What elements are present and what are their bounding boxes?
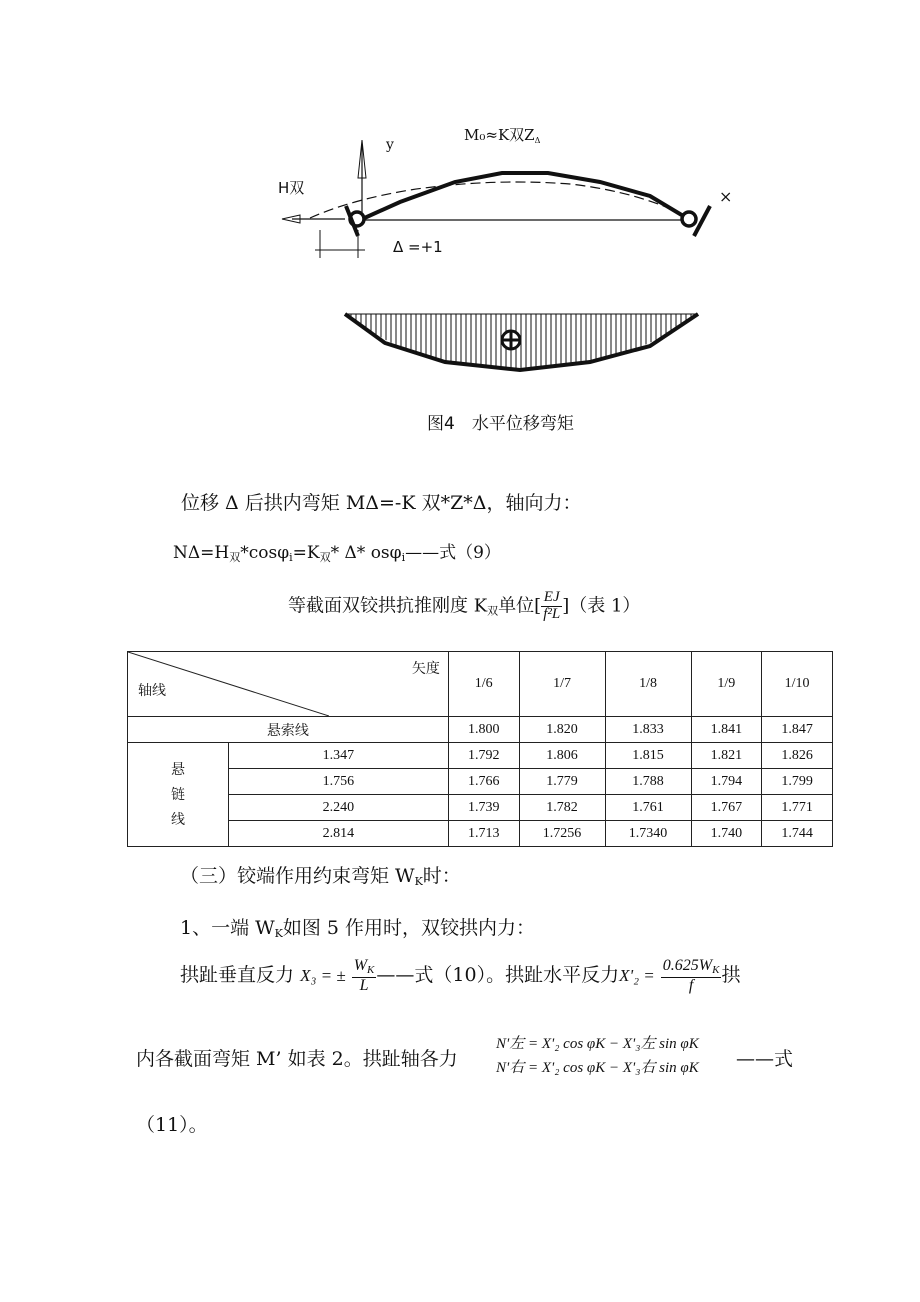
table-cell: 1.779 <box>519 769 605 795</box>
m-cell: 1.347 <box>229 743 449 769</box>
moment-area <box>345 314 698 368</box>
figure-caption: 图4 水平位移弯矩 <box>427 414 574 434</box>
table-cell: 1.713 <box>448 821 519 847</box>
table-cell: 1.833 <box>605 717 691 743</box>
m-cell: 2.814 <box>229 821 449 847</box>
x-axis-label: × <box>719 187 733 206</box>
corner-cell <box>128 652 449 717</box>
catenary-label: 悬索线 <box>128 717 449 743</box>
deformed-arch <box>310 182 690 218</box>
equation-left: N'左 = X'₂ cos φK − X'₃左 sin φK <box>496 1036 699 1052</box>
table-title: 等截面双铰拱抗推刚度 $K_双$单位[ $\frac{EJ}{\text{f²L}}$ ]（表 1） <box>288 589 641 622</box>
paragraph-axial-forces: 内各截面弯矩 M’ 如表 2。拱趾轴各力 <box>136 1048 458 1070</box>
table-cell: 1.766 <box>448 769 519 795</box>
table-cell: 1.826 <box>762 743 833 769</box>
table-row <box>128 821 833 847</box>
m-cell: 2.240 <box>229 795 449 821</box>
table-cell: 1.7340 <box>605 821 691 847</box>
table-cell: 1.799 <box>762 769 833 795</box>
table-row <box>128 717 833 743</box>
table-cell: 1.788 <box>605 769 691 795</box>
table-cell: 1.771 <box>762 795 833 821</box>
corner-top-label: 矢度 <box>411 660 440 676</box>
table-cell: 1.7256 <box>519 821 605 847</box>
arch-diagram <box>270 118 740 378</box>
table-row <box>128 795 833 821</box>
col-header: 1/8 <box>605 652 691 717</box>
table-cell: 1.800 <box>448 717 519 743</box>
table-row <box>128 743 833 769</box>
table-cell: 1.841 <box>691 717 762 743</box>
table-row <box>128 769 833 795</box>
delta-label: Δ =+1 <box>393 238 443 256</box>
table-cell: 1.767 <box>691 795 762 821</box>
table-cell: 1.761 <box>605 795 691 821</box>
table-cell: 1.739 <box>448 795 519 821</box>
col-header: 1/7 <box>519 652 605 717</box>
table-cell: 1.806 <box>519 743 605 769</box>
table-cell: 1.794 <box>691 769 762 795</box>
col-header: 1/10 <box>762 652 833 717</box>
paragraph-moment: 位移 Δ 后拱内弯矩 MΔ=-K 双*Z*Δ，轴向力： <box>181 492 582 514</box>
axial-force-equations <box>496 1032 699 1080</box>
paragraph-reactions: 拱趾垂直反力 X₃ = ± $\frac{W_K}{L}$ ——式（10）。拱趾水平反力X'₂ = $\frac{0.625W_K}{f}$ 拱 <box>180 957 741 994</box>
col-header: 1/6 <box>448 652 519 717</box>
paragraph-one-end: 1、一端 $W_K$如图 5 作用时，双铰拱内力： <box>180 917 536 940</box>
corner-bottom-label: 轴线 <box>138 682 166 698</box>
table-cell: 1.740 <box>691 821 762 847</box>
col-header: 1/9 <box>691 652 762 717</box>
m-cell: 1.756 <box>229 769 449 795</box>
moment-label: M₀≈K双$Z_\Delta$ <box>464 126 541 145</box>
table-cell: 1.821 <box>691 743 762 769</box>
equation-right: N'右 = X'₂ cos φK − X'₃右 sin φK <box>496 1060 699 1076</box>
arch-axis <box>360 173 690 220</box>
y-axis-label: y <box>386 137 394 153</box>
table-cell: 1.847 <box>762 717 833 743</box>
paragraph-axial: $N\Delta=H_双*\cos\varphi_i=K_双*$ Δ* osφ$_i$——式（9） <box>173 543 501 564</box>
section-heading: （三）铰端作用约束弯矩 $W_K$时： <box>180 865 461 888</box>
table-cell: 1.820 <box>519 717 605 743</box>
table-cell: 1.744 <box>762 821 833 847</box>
table-cell: 1.782 <box>519 795 605 821</box>
table-cell: 1.815 <box>605 743 691 769</box>
stiffness-table <box>127 651 833 847</box>
paragraph-eq11: （11）。 <box>136 1114 208 1136</box>
h-label: H双 <box>278 179 305 197</box>
equation-suffix: ——式 <box>736 1048 794 1070</box>
right-hinge <box>682 212 696 226</box>
table-cell: 1.792 <box>448 743 519 769</box>
chain-label: 悬 链 线 <box>128 743 229 847</box>
